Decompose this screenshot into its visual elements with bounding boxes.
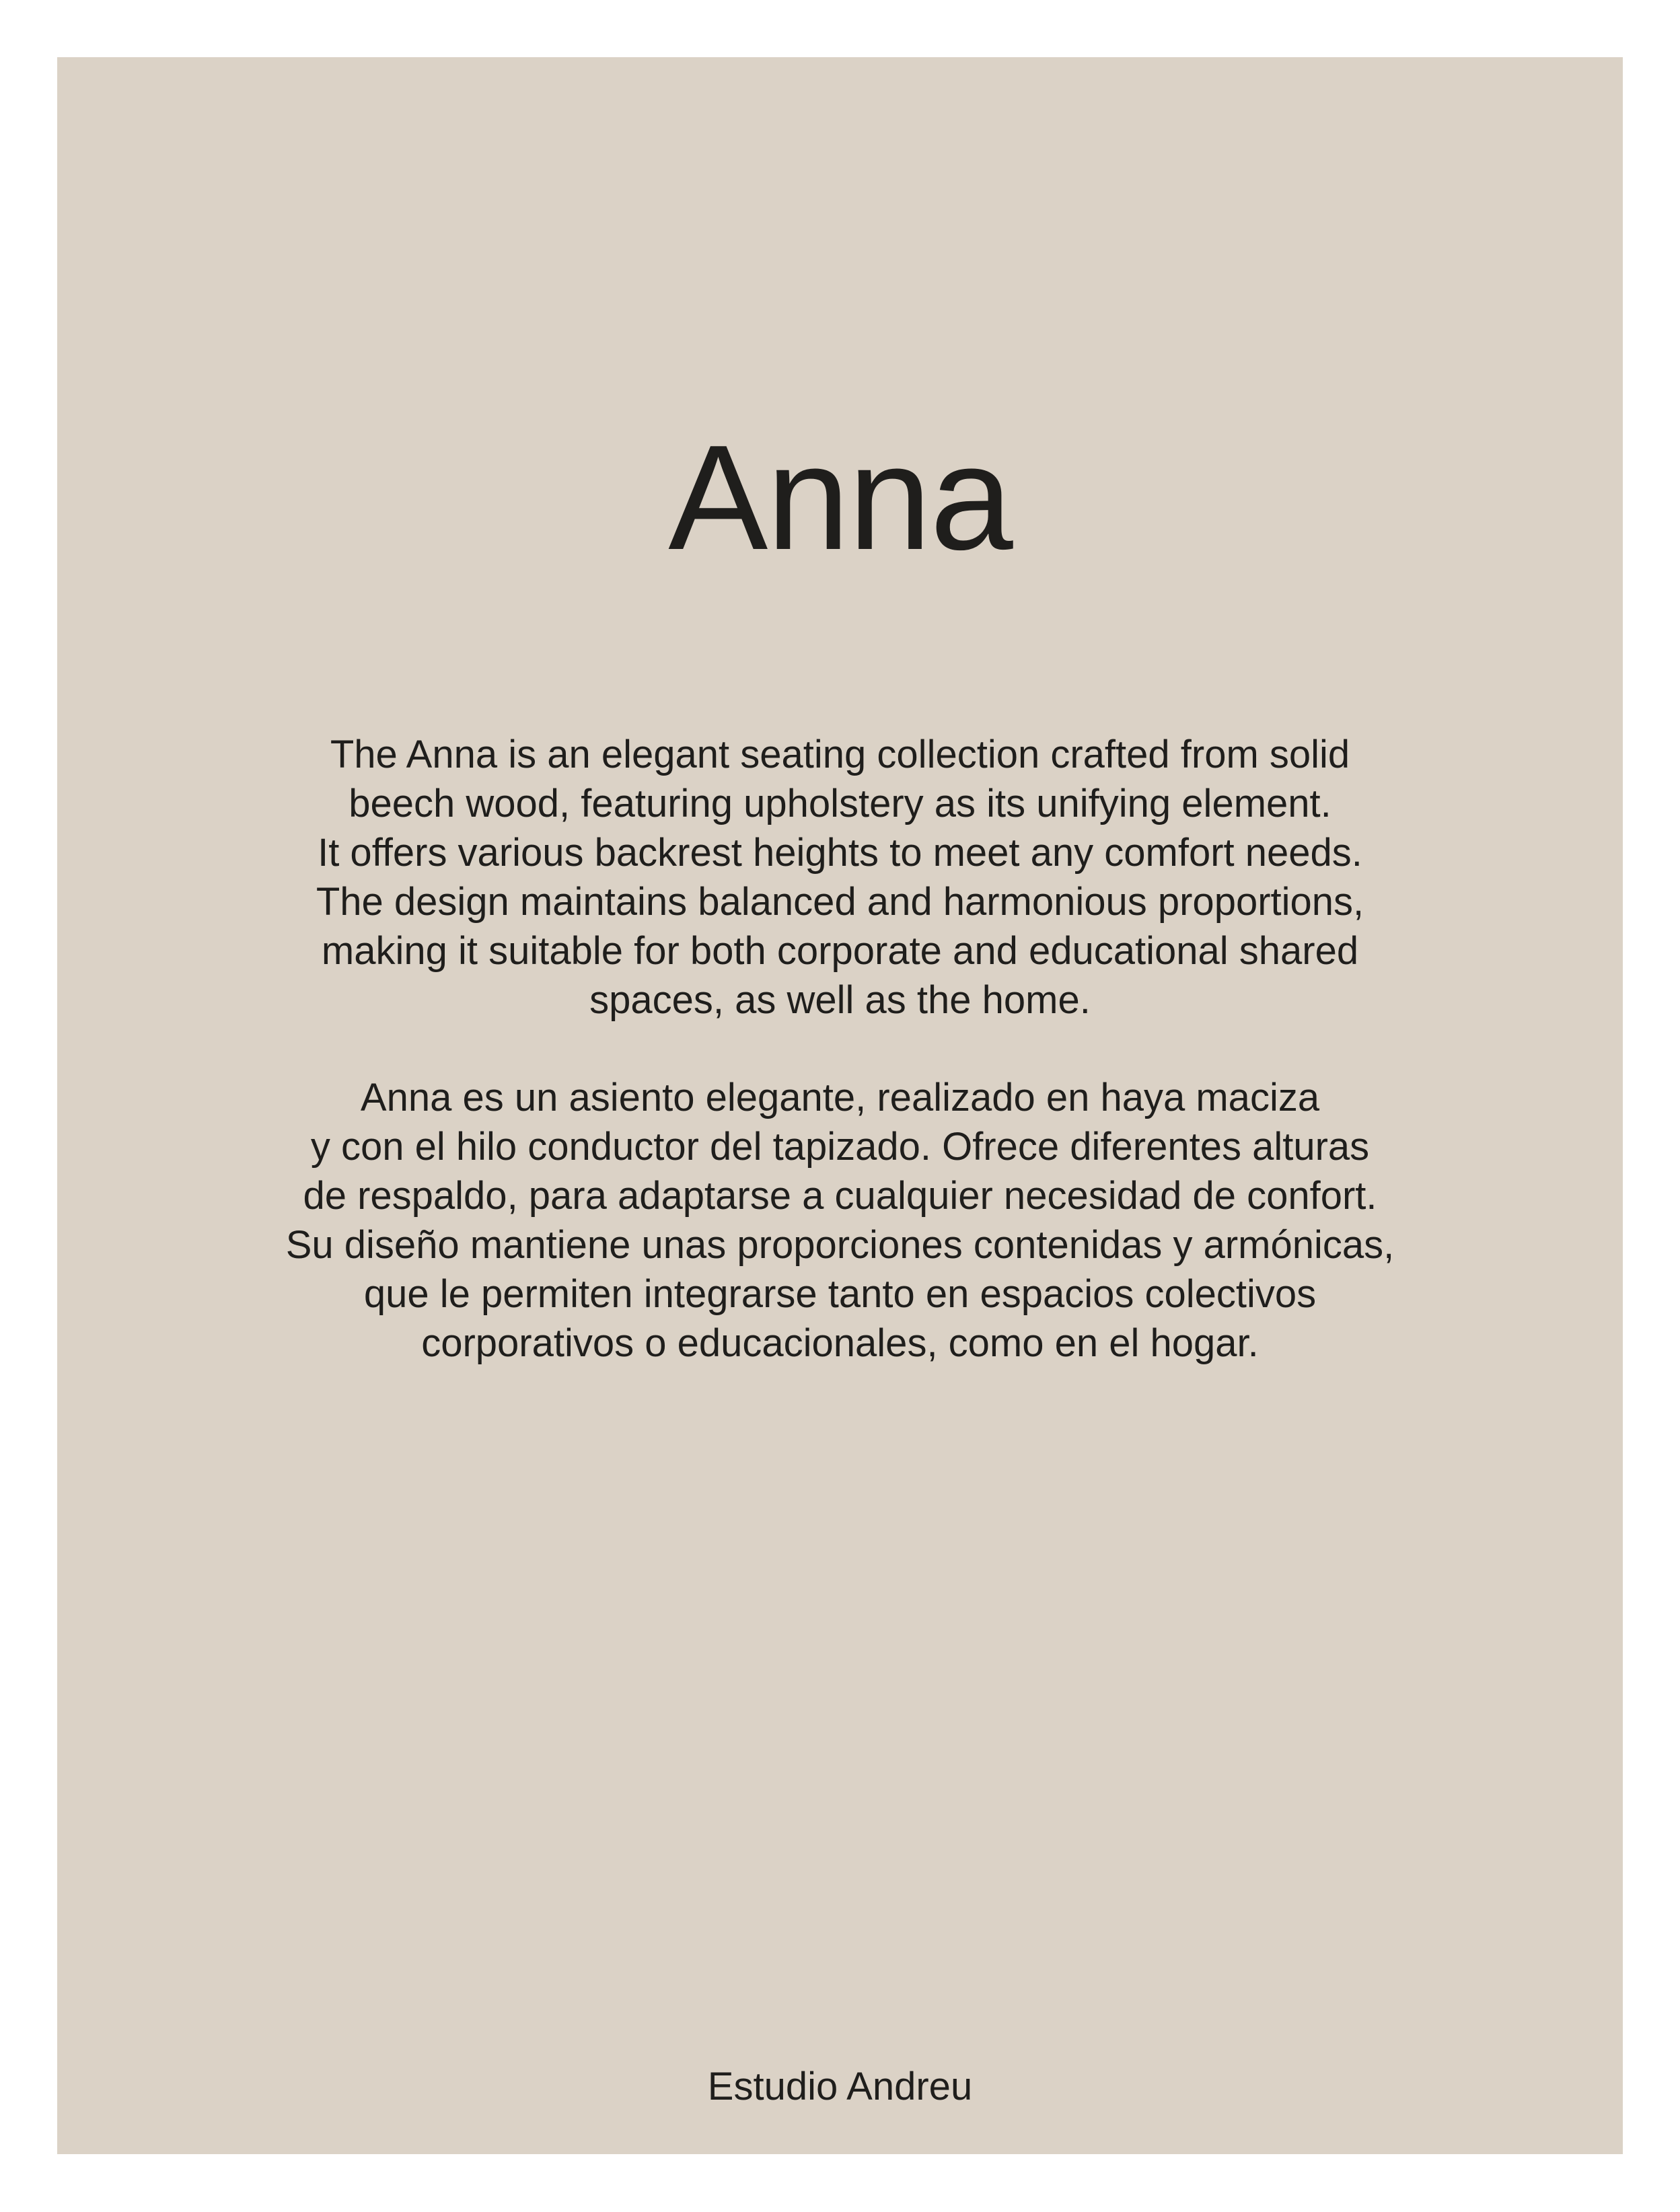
- description-line: Anna es un asiento elegante, realizado en haya maciza: [360, 1076, 1320, 1119]
- description-line: beech wood, featuring upholstery as its unifying element.: [349, 782, 1331, 825]
- description-line: de respaldo, para adaptarse a cualquier necesidad de confort.: [303, 1174, 1377, 1218]
- description-english: [57, 730, 1623, 1025]
- description-line: It offers various backrest heights to meet any comfort needs.: [318, 831, 1362, 875]
- page-title: Anna: [668, 414, 1012, 581]
- description-spanish: [57, 1073, 1623, 1368]
- description-line: y con el hilo conductor del tapizado. Ofrece diferentes alturas: [310, 1125, 1370, 1169]
- description-line: que le permiten integrarse tanto en espacios colectivos: [363, 1272, 1317, 1316]
- description-line: Su diseño mantiene unas proporciones contenidas y armónicas,: [285, 1223, 1395, 1267]
- description-line: corporativos o educacionales, como en el hogar.: [421, 1321, 1259, 1365]
- description-line: The design maintains balanced and harmonious proportions,: [316, 880, 1364, 924]
- designer-credit: Estudio Andreu: [707, 2065, 973, 2108]
- page-panel: [57, 57, 1623, 2154]
- description-line: The Anna is an elegant seating collection crafted from solid: [330, 733, 1350, 776]
- description-line: making it suitable for both corporate and educational shared: [321, 929, 1359, 973]
- description-line: spaces, as well as the home.: [589, 978, 1091, 1022]
